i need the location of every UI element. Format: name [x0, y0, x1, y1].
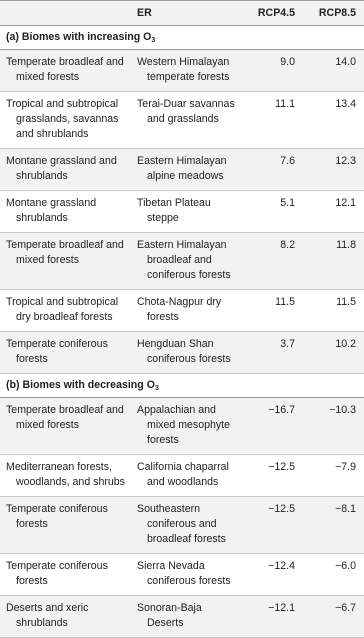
cell-er: [131, 191, 241, 233]
cell-rcp45: [241, 290, 303, 332]
header-rcp85: RCP8.5: [303, 1, 364, 26]
cell-er: [131, 554, 241, 596]
cell-rcp45: [241, 596, 303, 638]
cell-biome: [0, 332, 131, 374]
section-title-text: (a) Biomes with increasing O: [6, 31, 152, 43]
cell-er: [131, 398, 241, 455]
cell-biome-text: Temperate coniferous forests: [6, 338, 108, 365]
cell-biome: [0, 554, 131, 596]
cell-rcp85: [303, 50, 364, 92]
cell-er: [131, 596, 241, 638]
cell-biome-text: Montane grassland shrublands: [6, 197, 97, 224]
cell-rcp85: [303, 554, 364, 596]
cell-rcp85-text: 14.0: [335, 56, 356, 68]
cell-rcp45: [241, 455, 303, 497]
cell-er-text: California chaparral and woodlands: [137, 461, 229, 488]
cell-rcp85-text: 13.4: [335, 98, 356, 110]
cell-er: [131, 497, 241, 554]
cell-rcp45: [241, 497, 303, 554]
cell-biome: [0, 233, 131, 290]
cell-rcp45-text: 7.6: [280, 155, 295, 167]
cell-biome-text: Deserts and xeric shrublands: [6, 602, 89, 629]
cell-er-text: Eastern Himalayan broadleaf and coniferous forests: [137, 239, 231, 281]
table-row: [0, 497, 364, 554]
cell-rcp85-text: 11.8: [336, 239, 356, 251]
cell-rcp85-text: −8.1: [335, 503, 356, 515]
cell-er: [131, 233, 241, 290]
cell-rcp45-text: −12.5: [268, 503, 295, 515]
table-row: [0, 92, 364, 149]
cell-rcp45-text: −12.4: [268, 560, 295, 572]
cell-rcp85: [303, 596, 364, 638]
cell-rcp45: [241, 191, 303, 233]
cell-rcp85-text: −7.9: [335, 461, 356, 473]
cell-rcp45-text: 11.1: [275, 98, 295, 110]
cell-er-text: Sierra Nevada coniferous forests: [137, 560, 231, 587]
table-row: [0, 398, 364, 455]
cell-rcp45: [241, 233, 303, 290]
cell-biome-text: Mediterranean forests, woodlands, and shrubs: [6, 461, 125, 488]
cell-rcp85: [303, 398, 364, 455]
cell-er-text: Eastern Himalayan alpine meadows: [137, 155, 227, 182]
section-header: [0, 26, 364, 50]
table-row: [0, 149, 364, 191]
header-rcp45: RCP4.5: [241, 1, 303, 26]
cell-biome: [0, 290, 131, 332]
cell-er-text: Terai-Duar savannas and grasslands: [137, 98, 235, 125]
cell-rcp85-text: 11.5: [336, 296, 356, 308]
table-row: [0, 332, 364, 374]
cell-rcp45: [241, 50, 303, 92]
cell-er: [131, 50, 241, 92]
cell-rcp85: [303, 332, 364, 374]
table-row: [0, 233, 364, 290]
table-row: [0, 596, 364, 638]
cell-rcp45-text: 11.5: [275, 296, 295, 308]
cell-rcp85-text: −6.7: [335, 602, 356, 614]
table-row: [0, 191, 364, 233]
cell-rcp85: [303, 191, 364, 233]
cell-rcp85-text: 12.3: [335, 155, 356, 167]
cell-biome-text: Temperate broadleaf and mixed forests: [6, 239, 124, 266]
cell-rcp45: [241, 332, 303, 374]
table-row: [0, 290, 364, 332]
section-title-subscript: 3: [154, 385, 159, 392]
cell-rcp85: [303, 290, 364, 332]
cell-er-text: Hengduan Shan coniferous forests: [137, 338, 231, 365]
cell-er: [131, 92, 241, 149]
cell-er-text: Sonoran-Baja Deserts: [137, 602, 202, 629]
cell-rcp85: [303, 233, 364, 290]
cell-rcp85: [303, 149, 364, 191]
section-title-text: (b) Biomes with decreasing O: [6, 379, 155, 391]
cell-rcp45-text: −12.5: [268, 461, 295, 473]
cell-er: [131, 455, 241, 497]
cell-rcp45-text: 9.0: [280, 56, 295, 68]
cell-er-text: Chota-Nagpur dry forests: [137, 296, 222, 323]
section-title-subscript: 3: [151, 37, 156, 44]
table-row: [0, 554, 364, 596]
cell-rcp85-text: −10.3: [329, 404, 356, 416]
cell-biome-text: Temperate coniferous forests: [6, 560, 108, 587]
cell-er-text: Western Himalayan temperate forests: [137, 56, 230, 83]
cell-er: [131, 290, 241, 332]
cell-biome: [0, 191, 131, 233]
cell-biome-text: Temperate coniferous forests: [6, 503, 108, 530]
cell-rcp45-text: 8.2: [280, 239, 295, 251]
cell-biome: [0, 92, 131, 149]
cell-rcp45-text: −12.1: [268, 602, 295, 614]
header-biome: [0, 1, 131, 26]
cell-biome-text: Temperate broadleaf and mixed forests: [6, 56, 124, 83]
section-title: [0, 374, 364, 398]
cell-biome: [0, 149, 131, 191]
cell-rcp85-text: 12.1: [335, 197, 356, 209]
header-row: [0, 1, 364, 26]
cell-er-text: Southeastern coniferous and broadleaf forests: [137, 503, 226, 545]
cell-rcp45-text: −16.7: [268, 404, 295, 416]
section-header: [0, 374, 364, 398]
cell-rcp85-text: −6.0: [335, 560, 356, 572]
cell-rcp85: [303, 92, 364, 149]
cell-rcp45-text: 5.1: [280, 197, 295, 209]
cell-biome-text: Tropical and subtropical dry broadleaf forests: [6, 296, 119, 323]
cell-rcp45: [241, 149, 303, 191]
cell-er-text: Tibetan Plateau steppe: [137, 197, 211, 224]
cell-biome-text: Tropical and subtropical grasslands, savannas and shrublands: [6, 98, 119, 140]
cell-biome: [0, 596, 131, 638]
section-title: [0, 26, 364, 50]
cell-biome-text: Montane grassland and shrublands: [6, 155, 117, 182]
table-row: [0, 50, 364, 92]
cell-rcp45: [241, 92, 303, 149]
header-er: ER: [131, 1, 241, 26]
cell-er-text: Appalachian and mixed mesophyte forests: [137, 404, 231, 446]
table-row: [0, 455, 364, 497]
cell-er: [131, 149, 241, 191]
cell-biome-text: Temperate broadleaf and mixed forests: [6, 404, 124, 431]
cell-rcp45: [241, 398, 303, 455]
cell-rcp45: [241, 554, 303, 596]
cell-biome: [0, 497, 131, 554]
cell-er: [131, 332, 241, 374]
cell-rcp45-text: 3.7: [280, 338, 295, 350]
cell-biome: [0, 455, 131, 497]
cell-biome: [0, 398, 131, 455]
cell-biome: [0, 50, 131, 92]
cell-rcp85-text: 10.2: [335, 338, 356, 350]
cell-rcp85: [303, 455, 364, 497]
cell-rcp85: [303, 497, 364, 554]
